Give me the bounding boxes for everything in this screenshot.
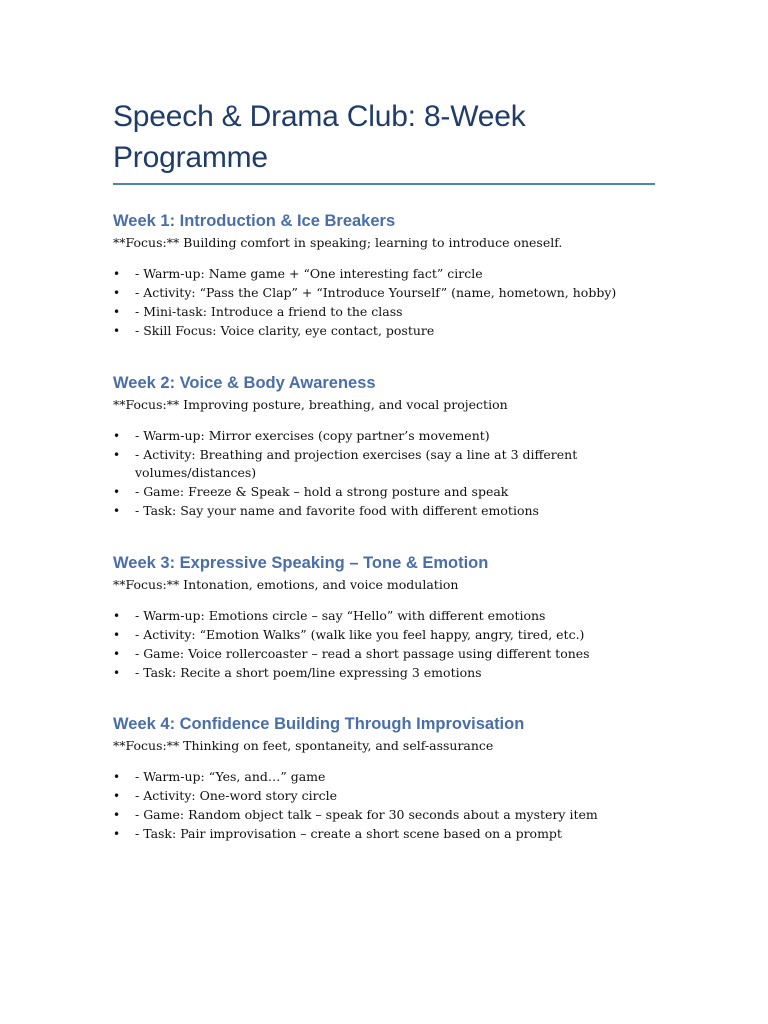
bullet-icon: • <box>113 646 121 661</box>
list-item <box>113 427 655 446</box>
week-1-heading: Week 1: Introduction & Ice Breakers <box>113 212 396 230</box>
week-1-section <box>113 210 655 341</box>
bullet-icon: • <box>113 305 121 319</box>
list-item <box>113 322 655 341</box>
bullet-icon: • <box>113 324 121 338</box>
document-page <box>113 96 655 844</box>
list-item <box>113 284 655 303</box>
list-item-text: - Mini-task: Introduce a friend to the class <box>135 304 403 319</box>
list-item <box>113 303 655 322</box>
list-item <box>113 626 655 645</box>
bullet-icon: • <box>113 286 121 300</box>
list-item-text: - Task: Pair improvisation – create a short scene based on a prompt <box>135 826 562 841</box>
bullet-icon: • <box>113 808 121 822</box>
document-title: Speech & Drama Club: 8-Week Programme <box>113 100 526 174</box>
week-4-section <box>113 713 655 844</box>
list-item-text: - Task: Say your name and favorite food with different emotions <box>135 503 539 518</box>
list-item-text: - Warm-up: Mirror exercises (copy partner’s movement) <box>135 427 490 443</box>
week-4-heading: Week 4: Confidence Building Through Improvisation <box>113 715 525 733</box>
bullet-icon: • <box>113 627 121 642</box>
list-item-text: - Activity: “Emotion Walks” (walk like you feel happy, angry, tired, etc.) <box>135 626 585 642</box>
week-4-focus: **Focus:** Thinking on feet, spontaneity, and self-assurance <box>113 738 494 753</box>
week-4-list <box>113 768 655 844</box>
list-item <box>113 806 655 825</box>
list-item <box>113 265 655 284</box>
week-3-focus: **Focus:** Intonation, emotions, and voice modulation <box>113 576 459 592</box>
bullet-icon: • <box>113 267 121 281</box>
list-item-text: - Activity: Breathing and projection exercises (say a line at 3 different volumes/distances) <box>135 446 578 480</box>
list-item-text: - Activity: One-word story circle <box>135 788 338 803</box>
list-item <box>113 483 655 502</box>
bullet-icon: • <box>113 770 121 784</box>
list-item <box>113 607 655 626</box>
list-item-text: - Skill Focus: Voice clarity, eye contact, posture <box>135 323 435 338</box>
week-2-heading: Week 2: Voice & Body Awareness <box>113 373 376 392</box>
bullet-icon: • <box>113 608 121 623</box>
list-item <box>113 502 655 521</box>
list-item-text: - Warm-up: Name game + “One interesting fact” circle <box>135 266 483 281</box>
list-item <box>113 645 655 664</box>
list-item-text: - Task: Recite a short poem/line expressing 3 emotions <box>135 664 482 680</box>
week-3-heading: Week 3: Expressive Speaking – Tone & Emotion <box>113 553 489 572</box>
title-underline <box>113 183 655 185</box>
list-item-text: - Game: Freeze & Speak – hold a strong posture and speak <box>135 484 509 499</box>
list-item <box>113 787 655 806</box>
list-item-text: - Game: Voice rollercoaster – read a short passage using different tones <box>135 645 590 661</box>
list-item <box>113 664 655 683</box>
week-2-focus: **Focus:** Improving posture, breathing, and vocal projection <box>113 396 508 412</box>
bullet-icon: • <box>113 789 121 803</box>
list-item-text: - Warm-up: Emotions circle – say “Hello” with different emotions <box>135 607 546 623</box>
list-item-text: - Warm-up: “Yes, and…” game <box>135 769 326 784</box>
week-1-list <box>113 265 655 341</box>
week-2-section <box>113 372 655 521</box>
week-1-focus: **Focus:** Building comfort in speaking; learning to introduce oneself. <box>113 235 563 250</box>
list-item <box>113 446 655 483</box>
bullet-icon: • <box>113 504 121 518</box>
list-item <box>113 825 655 844</box>
list-item-text: - Activity: “Pass the Clap” + “Introduce Yourself” (name, hometown, hobby) <box>135 285 617 300</box>
week-3-list <box>113 607 655 683</box>
week-3-section <box>113 552 655 683</box>
bullet-icon: • <box>113 665 121 680</box>
bullet-icon: • <box>113 447 121 462</box>
bullet-icon: • <box>113 827 121 841</box>
bullet-icon: • <box>113 485 121 499</box>
list-item-text: - Game: Random object talk – speak for 30 seconds about a mystery item <box>135 807 598 822</box>
week-2-list <box>113 427 655 521</box>
bullet-icon: • <box>113 428 121 443</box>
list-item <box>113 768 655 787</box>
